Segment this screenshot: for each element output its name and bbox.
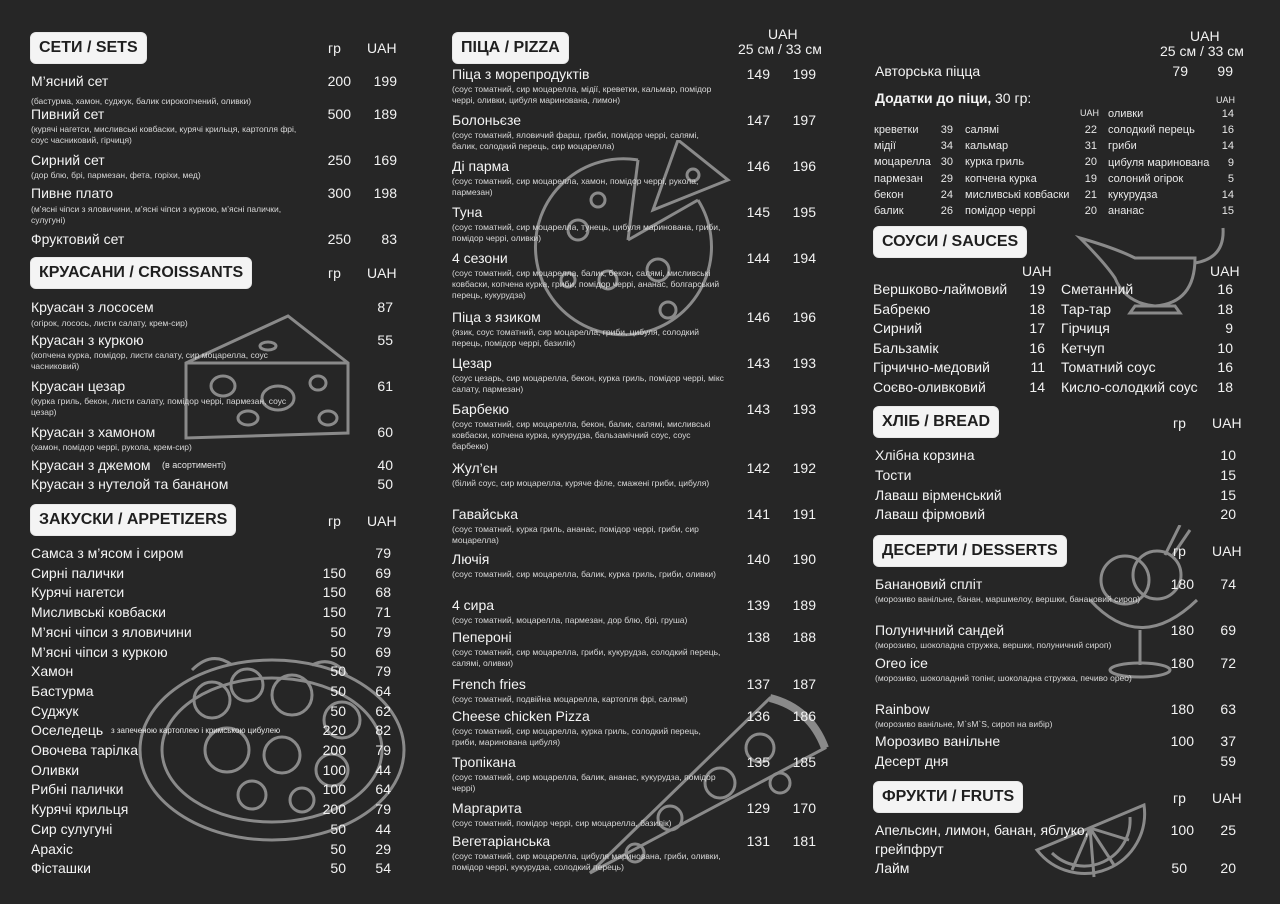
price-column-header: UAH	[768, 26, 798, 42]
menu-item-name-continued: грейпфрут	[875, 841, 944, 857]
addons-title-weight: 30 гр:	[995, 90, 1032, 106]
addon-name: моцарелла	[874, 156, 931, 169]
menu-item-price-33: 199	[792, 66, 816, 82]
cheese-icon	[178, 308, 358, 448]
menu-item-price-33: 188	[792, 629, 816, 645]
menu-item-description: (соус томатний, курка гриль, ананас, помідор черрі, гриби, сир моцарелла)	[452, 524, 699, 545]
menu-item-name: Хамон	[31, 663, 74, 680]
menu-item-name: М’ясний сет	[31, 73, 109, 89]
menu-item-price: 72	[1220, 655, 1236, 671]
menu-item-weight: 100	[322, 781, 346, 798]
menu-item-price-25: 135	[746, 754, 770, 770]
addon-name: солоний огірок	[1108, 172, 1184, 185]
menu-item-name: Фісташки	[31, 860, 91, 877]
menu-item-price: 199	[373, 73, 397, 89]
menu-item-price-33: 189	[792, 597, 816, 613]
menu-item-name: Цезар	[452, 355, 492, 371]
menu-item-price: 61	[377, 378, 393, 394]
menu-item-name: Круасан з нутелой та бананом	[31, 476, 229, 492]
menu-item-price: 40	[377, 457, 393, 473]
menu-item-price: 169	[373, 152, 397, 168]
weight-column-header: гр	[1173, 543, 1186, 559]
menu-item-price-25: 143	[746, 401, 770, 417]
menu-item-weight: 50	[330, 702, 346, 719]
menu-item-weight: 100	[322, 761, 346, 778]
addon-price: 39	[940, 124, 953, 136]
addon-price: 16	[1221, 124, 1234, 137]
menu-item-name: Оселедець	[31, 722, 104, 739]
menu-item-name: Сирні палички	[31, 564, 125, 581]
menu-item-weight: 50	[330, 623, 346, 640]
addon-name: пармезан	[874, 172, 923, 185]
menu-item-price: 79	[375, 801, 391, 818]
sauce-name: Тар-тар	[1061, 300, 1111, 317]
menu-item-name: Лайм	[875, 860, 910, 876]
menu-item-description: (соус томатний, подвійна моцарелла, картопля фрі, салямі)	[452, 694, 688, 704]
price-column-header: UAH	[1212, 415, 1242, 431]
menu-item-weight: 100	[1170, 733, 1194, 749]
menu-item-price: 15	[1220, 466, 1236, 483]
weight-column-header: гр	[328, 265, 341, 281]
menu-item-weight: 220	[322, 722, 346, 739]
menu-item-name: Пивне плато	[31, 185, 113, 201]
menu-item-price-25: 140	[746, 551, 770, 567]
menu-item-name: Лючія	[452, 551, 490, 567]
menu-item-price: 10	[1220, 447, 1236, 463]
addon-price: 34	[940, 140, 953, 153]
menu-item-name: Круасан з джемом	[31, 457, 151, 473]
menu-item-name: Cheese chicken Pizza	[452, 708, 590, 724]
menu-item-price-33: 187	[792, 676, 816, 692]
menu-item-weight: 150	[322, 604, 346, 621]
menu-item-name: Бастурма	[31, 682, 94, 699]
menu-item-weight: 100	[1170, 822, 1194, 838]
menu-item-description: (соус томатний, сир моцарелла, балик, ананас, кукурудза, помідор черрі)	[452, 772, 716, 793]
sauce-price: 18	[1029, 300, 1045, 317]
menu-item-weight: 180	[1170, 701, 1194, 717]
weight-column-header: гр	[328, 40, 341, 56]
addon-price: 20	[1084, 205, 1097, 217]
menu-item-name: Пивний сет	[31, 106, 105, 122]
menu-item-description: (соус томатний, помідор черрі, сир моцарелла, базилік)	[452, 818, 672, 828]
addon-price: 30	[940, 156, 953, 169]
menu-item-price: 79	[375, 663, 391, 680]
menu-item-name: Сирний сет	[31, 152, 105, 168]
menu-item-price-33: 185	[792, 754, 816, 770]
menu-item-name: Круасан з лососем	[31, 299, 154, 315]
menu-item-name: Оливки	[31, 761, 80, 778]
addon-price: 31	[1084, 140, 1097, 153]
addon-price: 26	[940, 205, 953, 217]
menu-item-price: 54	[375, 860, 391, 877]
menu-item-description: (хамон, помідор черрі, рукола, крем-сир)	[31, 442, 192, 452]
menu-item-name: Мисливські ковбаски	[31, 604, 166, 621]
section-header-croissants: КРУАСАНИ / CROISSANTS	[30, 257, 252, 289]
menu-item-price: 62	[375, 702, 391, 719]
sauce-name: Бальзамік	[873, 339, 939, 356]
menu-item-price: 59	[1220, 753, 1236, 769]
menu-item-name: Тости	[875, 466, 912, 483]
addon-price: 20	[1084, 156, 1097, 169]
sauce-price: 18	[1217, 300, 1233, 317]
menu-item-price-25: 139	[746, 597, 770, 613]
menu-item-price-33: 196	[792, 158, 816, 174]
sauce-name: Томатний соус	[1061, 359, 1156, 376]
menu-item-price: 82	[375, 722, 391, 739]
menu-item-weight: 250	[327, 152, 351, 168]
menu-item-weight: 200	[327, 73, 351, 89]
menu-item-note: (в асортименті)	[162, 460, 227, 470]
addon-price: 5	[1227, 172, 1234, 185]
addon-name: помідор черрі	[965, 205, 1036, 217]
menu-item-description: (копчена курка, помідор, листи салату, сир моцарелла, соус часниковий)	[31, 350, 268, 371]
weight-column-header: гр	[328, 513, 341, 529]
menu-item-price-33: 192	[792, 460, 816, 476]
menu-item-description: (курка гриль, бекон, листи салату, помідор черрі, пармезан, соус цезар)	[31, 396, 287, 417]
menu-item-description: (огірок, лосось, листи салату, крем-сир)	[31, 318, 188, 328]
menu-item-name: М’ясні чіпси з яловичини	[31, 623, 192, 640]
menu-item-price-33: 191	[792, 506, 816, 522]
menu-item-price-25: 129	[746, 800, 770, 816]
menu-item-weight: 50	[1171, 860, 1187, 876]
menu-item-name: 4 сезони	[452, 250, 508, 266]
menu-item-price-33: 196	[792, 309, 816, 325]
menu-item-price: 198	[373, 185, 397, 201]
addon-name: балик	[874, 205, 904, 217]
menu-item-price-33: 99	[1217, 63, 1233, 79]
menu-item-description: (соус цезарь, сир моцарелла, бекон, курка гриль, помідор черрі, мікс салату, пармезан)	[452, 373, 724, 394]
menu-item-description: (морозиво ванільне, банан, маршмелоу, вершки, банановий сироп)	[875, 594, 1141, 604]
menu-item-name: Фруктовий сет	[31, 231, 125, 247]
menu-item-weight: 250	[327, 231, 351, 247]
menu-item-price-25: 136	[746, 708, 770, 724]
price-column-header: UAH	[1190, 28, 1220, 44]
menu-item-name: Туна	[452, 204, 483, 220]
menu-item-price-33: 194	[792, 250, 816, 266]
menu-item-description: (морозиво, шоколадний топінг, шоколадна стружка, печиво орео)	[875, 673, 1132, 683]
section-header-pizza: ПІЦА / PIZZA	[452, 32, 569, 64]
menu-item-name: Банановий спліт	[875, 576, 983, 592]
price-column-header: UAH	[1022, 263, 1052, 279]
menu-item-price: 37	[1220, 733, 1236, 749]
menu-item-name: Круасан цезар	[31, 378, 126, 394]
menu-item-name: Арахіс	[31, 840, 74, 857]
menu-item-weight: 50	[330, 643, 346, 660]
menu-item-name: Oreo ice	[875, 655, 928, 671]
menu-item-description: (соус томатний, яловичий фарш, гриби, помідор черрі, салямі, балик, солодкий перець, сир моцарелла)	[452, 130, 699, 151]
menu-item-description: (соус томатний, сир моцарелла, мідії, креветки, кальмар, помідор черрі, оливки, цибуля маринована, лимон)	[452, 84, 712, 105]
menu-item-description: (соус томатний, сир моцарелла, цибуля маринована, гриби, оливки, помідор черрі, кукурудза, солодкий перець)	[452, 851, 721, 872]
menu-item-weight: 150	[322, 564, 346, 581]
section-header-bread: ХЛІБ / BREAD	[873, 406, 999, 438]
menu-item-name: Курячі крильця	[31, 801, 129, 818]
menu-item-price: 71	[375, 604, 391, 621]
sauce-name: Гірчиця	[1061, 320, 1110, 337]
addon-name: курка гриль	[965, 156, 1025, 169]
menu-item-name: Десерт дня	[875, 753, 949, 769]
menu-item-price: 15	[1220, 486, 1236, 503]
addon-price: 29	[940, 172, 953, 185]
menu-item-price: 83	[381, 231, 397, 247]
addon-name: гриби	[1108, 140, 1137, 153]
addon-name: мідії	[874, 140, 896, 153]
menu-item-weight: 180	[1170, 576, 1194, 592]
menu-item-description: (соус томатний, сир моцарелла, хамон, помідор черрі, рукола, пармезан)	[452, 176, 699, 197]
addon-price: 9	[1227, 156, 1234, 169]
price-column-header: UAH	[1212, 790, 1242, 806]
menu-item-description: (соус томатний, сир моцарелла, балик, курка гриль, гриби, оливки)	[452, 569, 716, 579]
menu-item-price: 64	[375, 682, 391, 699]
menu-item-price: 79	[375, 545, 391, 561]
menu-item-price: 29	[375, 840, 391, 857]
menu-item-name: Піца з язиком	[452, 309, 541, 325]
section-header-desserts: ДЕСЕРТИ / DESSERTS	[873, 535, 1067, 567]
menu-item-name: Суджук	[31, 702, 79, 719]
menu-item-name: Лаваш вірменський	[875, 486, 1002, 503]
sauce-price: 19	[1029, 281, 1045, 297]
menu-item-name: Курячі нагетси	[31, 584, 125, 601]
menu-item-name: Маргарита	[452, 800, 522, 816]
sauce-price: 16	[1217, 281, 1233, 297]
menu-item-price-33: 186	[792, 708, 816, 724]
menu-item-weight: 50	[330, 663, 346, 680]
menu-item-price: 64	[375, 781, 391, 798]
price-column-header: UAH	[367, 40, 397, 56]
menu-item-weight: 200	[322, 801, 346, 818]
menu-item-price: 74	[1220, 576, 1236, 592]
price-column-header: UAH	[1210, 263, 1240, 279]
menu-item-weight: 500	[327, 106, 351, 122]
menu-item-description: (соус томатний, сир моцарелла, гриби, кукурудза, солодкий перець, салямі, оливки)	[452, 647, 721, 668]
menu-item-name: Рибні палички	[31, 781, 124, 798]
menu-item-name: Пепероні	[452, 629, 512, 645]
menu-item-price-33: 181	[792, 833, 816, 849]
menu-item-name: Жул’єн	[452, 460, 498, 476]
menu-item-price-25: 144	[746, 250, 770, 266]
addon-name: кукурудза	[1108, 189, 1158, 201]
addon-price: 15	[1221, 205, 1234, 218]
menu-item-price-33: 197	[792, 112, 816, 128]
menu-item-description: (соус томатний, моцарелла, пармезан, дор блю, брі, груша)	[452, 615, 688, 625]
sauce-name: Гірчично-медовий	[873, 359, 990, 376]
weight-column-header: гр	[1173, 415, 1186, 431]
menu-item-price-33: 195	[792, 204, 816, 220]
lemon-icon	[1032, 795, 1152, 890]
menu-item-name: 4 сира	[452, 597, 495, 613]
menu-item-price: 63	[1220, 701, 1236, 717]
menu-item-name: Лаваш фірмовий	[875, 506, 986, 523]
addon-price: 24	[940, 188, 953, 201]
menu-item-price: 189	[373, 106, 397, 122]
addon-price: 21	[1084, 188, 1097, 201]
price-column-header: UAH	[1216, 95, 1236, 105]
section-header-fruits: ФРУКТИ / FRUTS	[873, 781, 1023, 813]
weight-column-header: гр	[1173, 790, 1186, 806]
addons-title: Додатки до піци,	[875, 90, 992, 106]
sauce-price: 9	[1225, 320, 1233, 337]
menu-item-price-33: 193	[792, 355, 816, 371]
addon-name: ананас	[1108, 205, 1145, 218]
menu-item-price-25: 143	[746, 355, 770, 371]
section-header-sauces: СОУСИ / SAUCES	[873, 226, 1027, 258]
menu-item-price: 20	[1220, 506, 1236, 523]
sauce-name: Сирний	[873, 320, 923, 337]
menu-item-description: (соус томатний, сир моцарелла, бекон, балик, салямі, мисливські ковбаски, копчена курка, кукурудза, бальзамічний соус, соус барбекю)	[452, 419, 711, 451]
menu-item-name: Круасан з хамоном	[31, 424, 156, 440]
price-column-header: UAH	[367, 513, 397, 529]
menu-item-price-25: 149	[746, 66, 770, 82]
menu-item-name: Круасан з куркою	[31, 332, 144, 348]
menu-item-description: (соус томатний, сир моцарелла, балик, бекон, салямі, мисливські ковбаски, копчена курка, гриби, помідор черрі, ананас, болгарський перець, кукурудза)	[452, 268, 720, 300]
menu-item-price-25: 145	[746, 204, 770, 220]
addon-name: оливки	[1108, 108, 1144, 120]
menu-item-name: Болоньєзе	[452, 112, 521, 128]
menu-item-weight: 180	[1170, 622, 1194, 638]
addon-name: солодкий перець	[1108, 124, 1195, 137]
addon-name: цибуля маринована	[1108, 156, 1210, 169]
sauce-price: 18	[1217, 379, 1233, 395]
menu-item-price-25: 142	[746, 460, 770, 476]
menu-item-price: 55	[377, 332, 393, 348]
menu-item-name: Морозиво ванільне	[875, 733, 1001, 749]
price-column-header: UAH	[367, 265, 397, 281]
menu-item-name: Вегетаріанська	[452, 833, 551, 849]
menu-item-weight: 200	[322, 742, 346, 758]
menu-item-weight: 180	[1170, 655, 1194, 671]
menu-item-name: Хлібна корзина	[875, 447, 975, 463]
sauce-price: 10	[1217, 339, 1233, 356]
menu-item-name: Гавайська	[452, 506, 518, 522]
menu-item-price-33: 170	[792, 800, 816, 816]
addon-price: 14	[1221, 140, 1234, 153]
section-header-sets: СЕТИ / SETS	[30, 32, 147, 64]
addon-name: бекон	[874, 188, 904, 201]
menu-item-name: Овочева тарілка	[31, 742, 139, 758]
sauce-price: 16	[1217, 359, 1233, 376]
addon-name: кальмар	[965, 140, 1009, 153]
menu-item-name: French fries	[452, 676, 526, 692]
plate-icon	[132, 640, 412, 850]
menu-item-note: з запеченою картоплею і кримською цибулею	[111, 726, 281, 736]
menu-item-description: (морозиво, шоколадна стружка, вершки, полуничний сироп)	[875, 640, 1112, 650]
menu-item-price: 69	[375, 643, 391, 660]
menu-item-price: 68	[375, 584, 391, 601]
menu-item-price-33: 193	[792, 401, 816, 417]
menu-item-price: 25	[1220, 822, 1236, 838]
sauce-name: Кетчуп	[1061, 339, 1105, 356]
sauce-name: Соєво-оливковий	[873, 379, 986, 395]
menu-item-description: (білий соус, сир моцарелла, куряче філе, смажені гриби, цибуля)	[452, 478, 710, 488]
addon-price: 22	[1084, 124, 1097, 136]
menu-item-price: 69	[1220, 622, 1236, 638]
menu-item-price-25: 141	[746, 506, 770, 522]
sauce-name: Бабрекю	[873, 300, 931, 317]
menu-item-weight: 150	[322, 584, 346, 601]
menu-item-name: Полуничний сандей	[875, 622, 1005, 638]
menu-item-name: М’ясні чіпси з куркою	[31, 643, 168, 660]
menu-item-name: Авторська піцца	[875, 63, 981, 79]
menu-item-description: (язик, соус томатний, сир моцарелла, гриби, цибуля, солодкий перець, помідор черрі, базилік)	[452, 327, 699, 348]
menu-item-name: Барбекю	[452, 401, 510, 417]
menu-item-price-25: 137	[746, 676, 770, 692]
menu-item-price-25: 146	[746, 158, 770, 174]
menu-item-price-25: 147	[746, 112, 770, 128]
addon-price: 14	[1221, 108, 1234, 120]
menu-item-name: Сир сулугуні	[31, 820, 113, 837]
addon-name: креветки	[874, 124, 919, 136]
menu-item-weight: 50	[330, 860, 346, 877]
sauce-price: 16	[1029, 339, 1045, 356]
menu-item-description: (соус томатний, сир моцарелла, курка гриль, солодкий перець, гриби, маринована цибуля)	[452, 726, 701, 747]
menu-item-price: 79	[375, 623, 391, 640]
menu-item-price-25: 79	[1172, 63, 1188, 79]
menu-item-weight: 50	[330, 682, 346, 699]
price-column-header: UAH	[1212, 543, 1242, 559]
menu-item-price-25: 138	[746, 629, 770, 645]
menu-item-description: (курячі нагетси, мисливські ковбаски, курячі крильця, картопля фрі, соус часниковий, гірчиця)	[31, 124, 297, 145]
size-column-header: 25 см / 33 см	[1160, 43, 1244, 59]
menu-item-price-33: 190	[792, 551, 816, 567]
menu-item-price: 50	[377, 476, 393, 492]
menu-item-price: 44	[375, 820, 391, 837]
menu-item-price-25: 131	[746, 833, 770, 849]
menu-item-name: Апельсин, лимон, банан, яблуко,	[875, 822, 1089, 838]
sauce-name: Вершково-лаймовий	[873, 281, 1008, 297]
sauce-price: 11	[1030, 359, 1045, 376]
size-column-header: 25 см / 33 см	[738, 41, 822, 57]
addon-name: копчена курка	[965, 172, 1037, 185]
menu-item-price: 44	[375, 761, 391, 778]
menu-item-price: 60	[377, 424, 393, 440]
sauce-name: Кисло-солодкий соус	[1061, 379, 1198, 395]
price-column-header: UAH	[1080, 108, 1100, 118]
addon-name: салямі	[965, 124, 999, 136]
sauce-name: Сметанний	[1061, 281, 1134, 297]
menu-item-name: Rainbow	[875, 701, 930, 717]
menu-item-description: (дор блю, брі, пармезан, фета, горіхи, мед)	[31, 170, 201, 180]
menu-item-name: Самса з м’ясом і сиром	[31, 545, 184, 561]
sauce-price: 17	[1029, 320, 1045, 337]
menu-item-name: Піца з морепродуктів	[452, 66, 590, 82]
menu-item-weight: 300	[327, 185, 351, 201]
sauce-price: 14	[1029, 379, 1045, 395]
menu-item-description: (морозиво ванільне, M`sM`S, сироп на вибір)	[875, 719, 1053, 729]
menu-item-price: 79	[375, 742, 391, 758]
addon-price: 14	[1221, 189, 1234, 201]
menu-item-description: (м’ясні чіпси з яловичини, м’ясні чіпси з куркою, м’ясні палички, сулугуні)	[31, 204, 282, 225]
menu-item-weight: 50	[330, 820, 346, 837]
menu-item-price: 69	[375, 564, 391, 581]
menu-item-name: Тропікана	[452, 754, 516, 770]
menu-item-name: Ді парма	[452, 158, 510, 174]
menu-item-description: (бастурма, хамон, суджук, балик сирокопчений, оливки)	[31, 96, 252, 106]
menu-item-price: 87	[377, 299, 393, 315]
menu-item-description: (соус томатний, сир моцарелла, тунець, цибуля маринована, гриби, помідор черрі, оливки)	[452, 222, 721, 243]
menu-item-price-25: 146	[746, 309, 770, 325]
addon-price: 19	[1084, 172, 1097, 185]
menu-item-weight: 50	[330, 840, 346, 857]
menu-item-price: 20	[1220, 860, 1236, 876]
addon-name: мисливські ковбаски	[965, 188, 1070, 201]
section-header-appetizers: ЗАКУСКИ / APPETIZERS	[30, 504, 236, 536]
